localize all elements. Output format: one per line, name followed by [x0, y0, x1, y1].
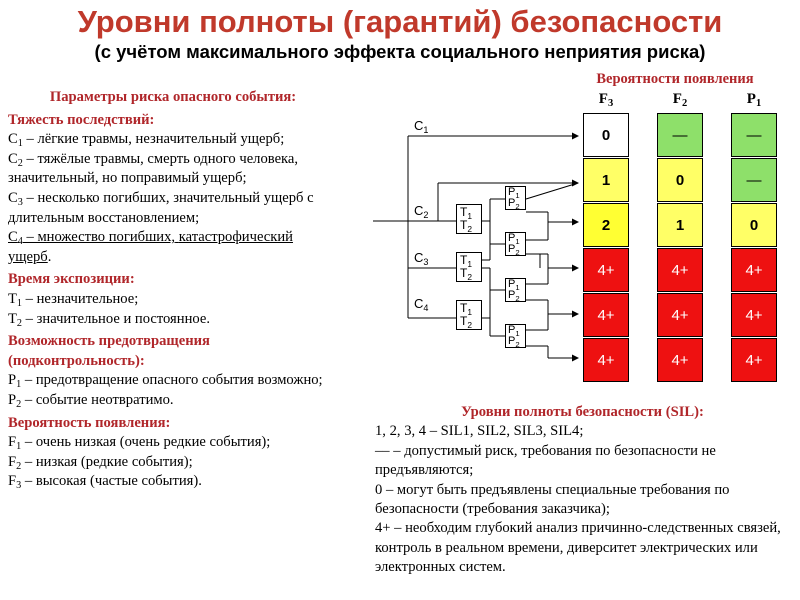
matrix-cell: 0: [583, 113, 629, 157]
t-node-c2: $T_1$ $T_2$: [456, 204, 482, 234]
column-header-f2: $F_2$: [672, 91, 688, 109]
matrix-cell: —: [731, 113, 777, 157]
c1-item: $C_1$ – лёгкие травмы, незначительный ущерб;: [8, 131, 285, 150]
column-header-p1: $P_1$: [746, 91, 762, 109]
p-node-3: $P_1$ $P_2$: [505, 278, 526, 302]
c2-node-label: $C_2$: [414, 203, 429, 220]
matrix-cell: 4+: [583, 293, 629, 337]
probability-header: Вероятность появления:: [8, 414, 171, 431]
matrix-cell: 4+: [583, 248, 629, 292]
f2-item: $F_2$ – низкая (редкие события);: [8, 453, 193, 472]
page-subtitle: (с учётом максимального эффекта социального неприятия риска): [94, 41, 706, 62]
sil-line-2: –– – допустимый риск, требования по безопасности не предъявляются;: [375, 442, 716, 479]
c4-node-label: $C_4$: [414, 296, 429, 313]
matrix-cell: 1: [657, 203, 703, 247]
matrix-cell: 4+: [731, 338, 777, 382]
params-header: Параметры риска опасного события:: [49, 89, 297, 105]
matrix-cell: 4+: [657, 338, 703, 382]
page-title: Уровни полноты (гарантий) безопасности: [77, 4, 723, 39]
matrix-cell: —: [731, 158, 777, 202]
sil-legend: [375, 403, 790, 578]
matrix-cell: 4+: [731, 248, 777, 292]
matrix-cell: —: [657, 113, 703, 157]
probability-title: Вероятности появления: [596, 71, 754, 87]
t-node-c3: $T_1$ $T_2$: [456, 252, 482, 282]
t-node-c4: $T_1$ $T_2$: [456, 300, 482, 330]
c1-node-label: $C_1$: [414, 118, 429, 135]
sil-line-3: 0 – могут быть предъявлены специальные требования по безопасности (требования заказчика);: [375, 481, 730, 518]
avoidance-header: Возможность предотвращения (подконтрольность):: [8, 333, 210, 369]
sil-line-1: 1, 2, 3, 4 – SIL1, SIL2, SIL3, SIL4;: [375, 423, 584, 440]
matrix-cell: 0: [731, 203, 777, 247]
p2-item: $P_2$ – событие неотвратимо.: [8, 391, 174, 410]
c3-item: $C_3$ – несколько погибших, значительный ущерб с длительным восстановлением;: [8, 189, 314, 226]
p1-item: $P_1$ – предотвращение опасного события возможно;: [8, 372, 323, 391]
c3-node-label: $C_3$: [414, 250, 429, 267]
p-node-1: $P_1$ $P_2$: [505, 186, 526, 210]
matrix-cell: 4+: [731, 293, 777, 337]
matrix-cell: 1: [583, 158, 629, 202]
matrix-cell: 4+: [583, 338, 629, 382]
matrix-cell: 4+: [657, 293, 703, 337]
f1-item: $F_1$ – очень низкая (очень редкие события);: [8, 434, 271, 453]
p-node-4: $P_1$ $P_2$: [505, 324, 526, 348]
t2-item: $T_2$ – значительное и постоянное.: [8, 310, 210, 329]
severity-header: Тяжесть последствий:: [8, 111, 155, 128]
column-header-f3: $F_3$: [598, 91, 614, 109]
t1-item: $T_1$ – незначительное;: [8, 290, 139, 309]
c4-item: $C_4$ – множество погибших, катастрофический ущерб.: [8, 229, 293, 265]
exposure-header: Время экспозиции:: [8, 271, 135, 288]
p-node-2: $P_1$ $P_2$: [505, 232, 526, 256]
matrix-cell: 2: [583, 203, 629, 247]
matrix-cell: 0: [657, 158, 703, 202]
f3-item: $F_3$ – высокая (частые события).: [8, 473, 202, 492]
sil-header: Уровни полноты безопасности (SIL):: [461, 404, 704, 420]
c2-item: $C_2$ – тяжёлые травмы, смерть одного человека, значительный, но поправимый ущерб;: [8, 150, 299, 187]
sil-line-4: 4+ – необходим глубокий анализ причинно-следственных связей, контроль в реальном времени, диверситет электрических или электронных систем.: [375, 520, 781, 576]
matrix-cell: 4+: [657, 248, 703, 292]
